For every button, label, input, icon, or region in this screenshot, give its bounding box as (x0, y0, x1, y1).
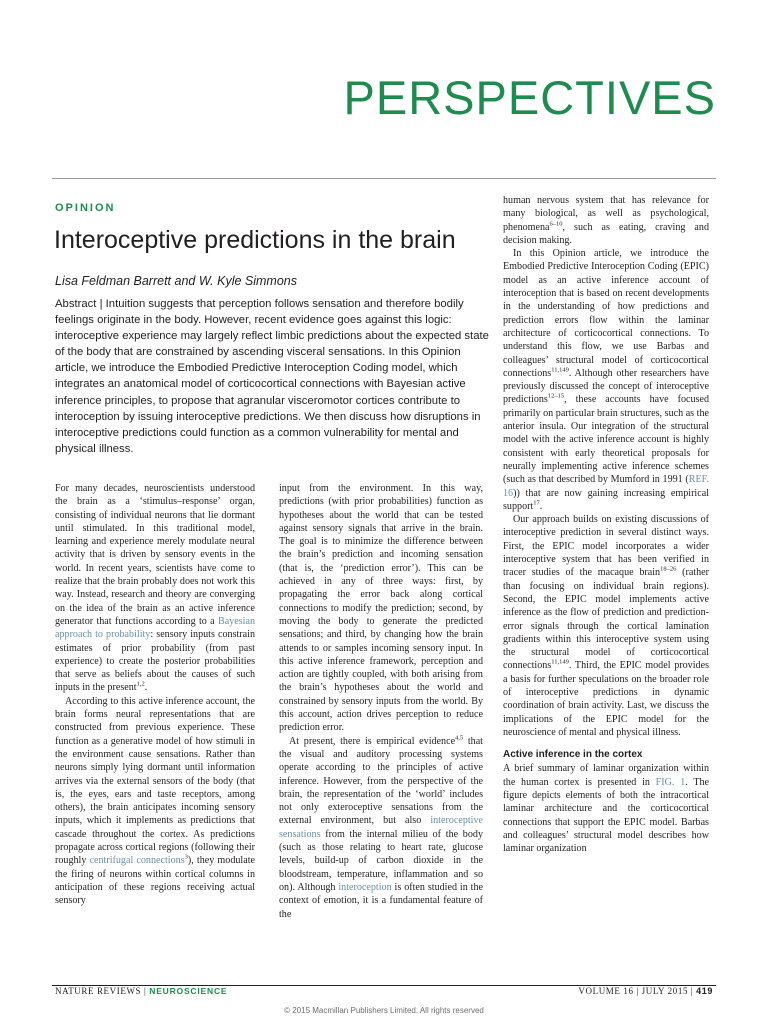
paragraph (279, 735, 483, 921)
article-type-label: OPINION (55, 202, 116, 214)
text-run: ), they modulate the firing of neurons within cortical columns in anticipation of these regions receiving actual sensory (55, 855, 255, 907)
abstract-text: Intuition suggests that perception follows sensation and therefore bodily feelings originate in the body. However, recent evidence goes against this logic: interoceptive experience may largely reflect limbic predictions about the expected state of the body that are constrained by ascending visceral sensations. In this Opinion article, we introduce the Embodied Predictive Interoception Coding model, which integrates an anatomical model of corticocortical connections with Bayesian active inference principles, to propose that agranular visceromotor cortices contribute to interoception by issuing interoceptive predictions. We then discuss how disruptions in interoceptive predictions could function as a common vulnerability for mental and physical illness. (55, 298, 489, 455)
journal-title: NEUROSCIENCE (149, 986, 228, 996)
paragraph: input from the environment. In this way, predictions (with prior probabilities) function as hypotheses about the world that can be tested against sensory signals that arrive in the brain. The goal is to minimize the difference between the brain’s prediction and incoming sensation (that is, the ‘prediction error’). This can be achieved in any of three ways: first, by propagating the error back along cortical connections to modify the prediction; second, by moving the body to generate the predicted sensations; and third, by changing how the brain attends to or samples incoming sensory input. In this active inference framework, perception and action are tightly coupled, with both arising from the brain’s hypotheses about the world and constrained by sensory inputs from the world. By this account, action drives perception to reduce prediction error. (279, 483, 483, 734)
issue-text: VOLUME 16 | JULY 2015 | (578, 986, 697, 996)
paragraph (503, 247, 709, 513)
text-run: , such as eating, craving and decision making. (503, 221, 709, 246)
citation-ref[interactable]: 3 (184, 853, 188, 861)
page-number: 419 (696, 986, 713, 996)
text-run: . The figure depicts elements of both the intracortical laminar architecture and the corticocortical connections that support the EPIC model. Barbas and colleagues’ structural model describes how laminar organization (503, 776, 710, 855)
citation-ref[interactable]: 17 (533, 499, 540, 507)
text-run: In this Opinion article, we introduce the Embodied Predictive Interoception Coding (EPIC) model as an active inference account of interoception that is based on recent developments in the understanding of how predictions and prediction errors flow within the laminar architecture of corticocortical connections. To understand this flow, we use Barbas and colleagues’ structural model of corticocortical connections (503, 248, 709, 379)
journal-name (55, 986, 227, 996)
body-column-2 (279, 482, 483, 921)
text-run: . (144, 682, 148, 694)
text-run: A brief summary of laminar organization within the human cortex is presented in (503, 763, 709, 788)
text-run: For many decades, neuroscientists understood the brain as a ‘stimulus–response’ organ, consisting of individual neurons that lie dormant until stimulated. In this traditional model, learning and experience merely modulate neural activity that is driven by sensory events in the world. In recent years, scientists have come to realize that the brain probably does not work this way. Instead, research and theory are converging on the idea of the brain as an active inference generator that functions according to a (55, 483, 255, 627)
section-banner: PERSPECTIVES (343, 71, 716, 124)
text-run: . Although other researchers have previously discussed the concept of interoceptive predictions (503, 367, 709, 406)
glossary-link[interactable]: interoceptive sensations (279, 815, 483, 840)
article-title: Interoceptive predictions in the brain (54, 226, 456, 254)
paragraph (503, 194, 709, 247)
paragraph (503, 762, 709, 855)
citation-ref[interactable]: 4,5 (455, 734, 464, 742)
text-run: : sensory inputs constrain estimates of prior probability (from past experience) to create the posterior probabilities that serve as beliefs about the causes of such inputs in the present (55, 629, 256, 694)
text-run: . Third, the EPIC model provides a basis for further speculations on the broader role of interoceptive predictions in dynamic coordination of brain activity. Last, we discuss the implications of the EPIC model for the neuroscience of mental and physical illness. (503, 660, 709, 738)
text-run: (rather than focusing on individual brain regions). Second, the EPIC model implements active inference as the flow of prediction and prediction-error signals through the cortical lamination gradients within this interoceptive system using the structural model of corticocortical connections (503, 567, 710, 672)
body-column-1 (55, 482, 255, 908)
issue-info (578, 986, 713, 996)
abstract-label: Abstract | (55, 298, 103, 310)
text-run: from the internal milieu of the body (such as those relating to heart rate, glucose levels, build-up of carbon dioxide in the bloodstream, temperature, inflammation and so on). Although (279, 828, 483, 893)
copyright-notice: © 2015 Macmillan Publishers Limited. All rights reserved (284, 1006, 484, 1015)
journal-separator: | (141, 986, 150, 996)
journal-prefix: NATURE REVIEWS (55, 986, 142, 996)
glossary-link[interactable]: interoception (338, 881, 392, 893)
citation-ref[interactable]: 11,149 (551, 366, 569, 374)
text-run: Our approach builds on existing discussions of interoceptive prediction in several distinct ways. First, the EPIC model incorporates a wider interoceptive system that has been verified in tracer studies of the macaque brain (503, 514, 709, 579)
citation-ref[interactable]: 18–26 (660, 565, 677, 573)
text-run: )) that are now gaining increasing empirical support (503, 487, 709, 512)
abstract (55, 296, 489, 457)
citation-ref[interactable]: 1,2 (136, 681, 145, 689)
reference-link[interactable]: REF. 16 (503, 474, 709, 499)
text-run: human nervous system that has relevance for many biological, as well as psychological, phenomena (503, 195, 709, 233)
body-column-3 (503, 194, 709, 856)
text-run: that the visual and auditory processing systems operate according to the principles of active inference. However, from the perspective of the brain, the representation of the ‘world’ includes not only exteroceptive sensations from the external environment, but also (279, 735, 483, 827)
text-run: At present, there is empirical evidence (289, 735, 456, 747)
glossary-link[interactable]: centrifugal connections (89, 855, 185, 867)
glossary-link[interactable]: Bayesian approach to probability (55, 615, 255, 641)
banner-divider (52, 178, 716, 179)
citation-ref[interactable]: 12–15 (547, 393, 565, 401)
figure-link[interactable]: FIG. 1 (655, 776, 686, 788)
citation-ref[interactable]: 11,149 (551, 659, 569, 667)
paragraph (503, 513, 709, 739)
article-authors: Lisa Feldman Barrett and W. Kyle Simmons (55, 274, 297, 288)
citation-ref[interactable]: 6–10 (549, 220, 563, 228)
section-heading: Active inference in the cortex (503, 749, 643, 761)
paragraph (55, 695, 255, 908)
text-run: . (539, 500, 543, 512)
text-run: According to this active inference account, the brain forms neural representations that are constructed from previous experience. These function as a generative model of how stimuli in the environment cause sensations. Rather than neurons simply lying dormant until information arrives via the external sensors of the body (that is, the eyes, ears and taste receptors, among others), the brain anticipates incoming sensory inputs, which it implements as predictions that cascade throughout the cortex. As predictions propagate across cortical regions (following their roughly (55, 695, 255, 867)
paragraph (55, 482, 255, 695)
text-run: is often studied in the context of emotion, it is a fundamental feature of the (279, 881, 483, 920)
text-run: , these accounts have focused primarily on particular brain structures, such as the anterior insula. Our integration of the structural model with the active inference account is highly consistent with early theoretical proposals for neurally implementing active inference schemes (such as that described by Mumford in 1991 ( (503, 394, 709, 486)
